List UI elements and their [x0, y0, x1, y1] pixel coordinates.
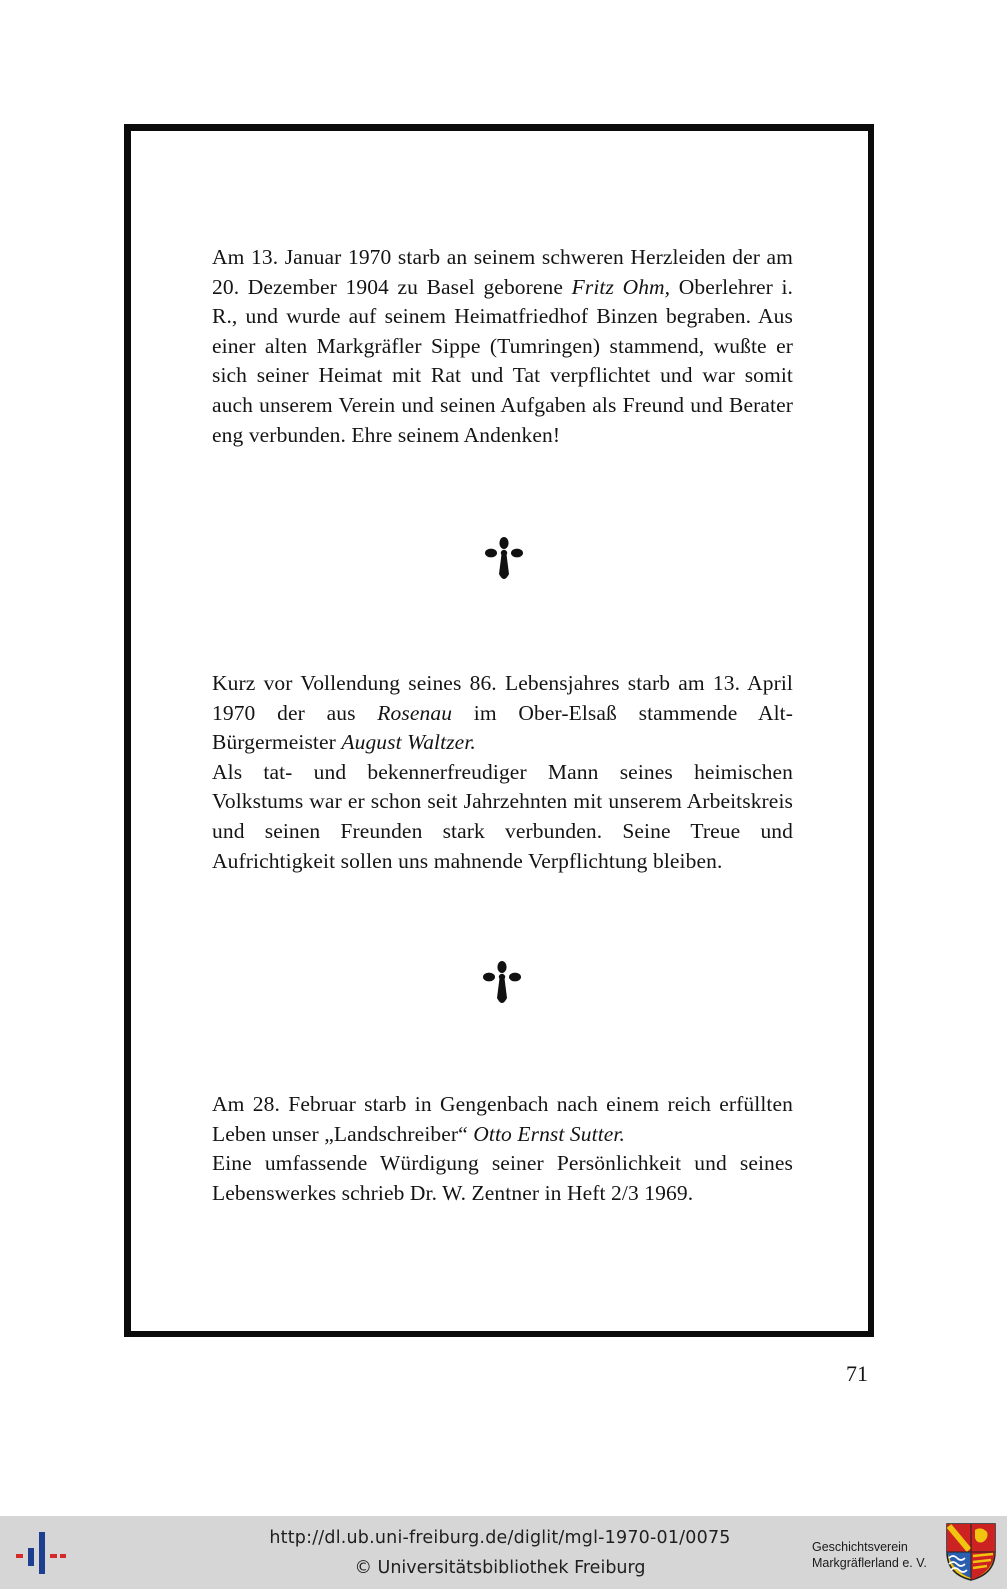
ub-freiburg-logo[interactable]: [16, 1530, 66, 1576]
obituary-3-text-a: Am 28. Februar starb in Gengenbach nach einem reich erfüllten Leben unser „Landschreiber“: [212, 1092, 793, 1146]
footer-bar: [0, 1516, 1007, 1589]
source-url-link[interactable]: http://dl.ub.uni-freiburg.de/diglit/mgl-1970-01/0075: [269, 1528, 731, 1548]
copyright-text: © Universitätsbibliothek Freiburg: [354, 1558, 646, 1578]
obituary-2-text-a: Kurz vor Vollendung seines 86. Lebensjahres starb am 13. April 1970 der aus: [212, 671, 793, 725]
obituary-2-place: Rosenau: [377, 700, 453, 725]
obituary-3-name: Otto Ernst Sutter.: [473, 1121, 625, 1146]
page-number: 71: [846, 1361, 868, 1386]
obituary-1-text-b: Oberlehrer i. R., und wurde auf seinem Heimatfriedhof Binzen begraben. Aus einer alten Markgräfler Sippe (Tumringen) stammend, wußte er sich seiner Heimat mit Rat und Tat verpflichtet und war somit auch unserem Verein und seinen Aufgaben als Freund und Berater eng verbunden. Ehre seinem Andenken!: [212, 274, 794, 447]
cross-icon: [484, 536, 524, 584]
obituary-1: [212, 243, 793, 450]
obituary-2-text-b: im Ober-Elsaß stammende Alt-Bürgermeister: [212, 700, 793, 755]
publisher-line-1: Geschichtsverein: [812, 1540, 908, 1554]
coat-of-arms-icon: [945, 1522, 997, 1582]
obituary-2: [212, 669, 793, 876]
obituary-3-text-b: Eine umfassende Würdigung seiner Persönlichkeit und seines Lebenswerkes schrieb Dr. W. Zentner in Heft 2/3 1969.: [212, 1151, 793, 1205]
obituary-2-text-c: Als tat- und bekennerfreudiger Mann seines heimischen Volkstums war er schon seit Jahrzehnten mit unserem Arbeitskreis und seinen Freunden stark verbunden. Seine Treue und Aufrichtigkeit sollen uns mahnende Verpflichtung bleiben.: [212, 759, 793, 873]
publisher-name[interactable]: [812, 1539, 932, 1571]
cross-icon: [482, 960, 522, 1008]
obituary-3: [212, 1090, 793, 1208]
publisher-line-2: Markgräflerland e. V.: [812, 1556, 927, 1570]
obituary-1-text-a: Am 13. Januar 1970 starb an seinem schweren Herzleiden der am 20. Dezember 1904 zu Basel geborene: [212, 245, 793, 299]
obituary-1-name: Fritz Ohm,: [571, 274, 671, 299]
obituary-2-name: August Waltzer.: [341, 730, 476, 755]
